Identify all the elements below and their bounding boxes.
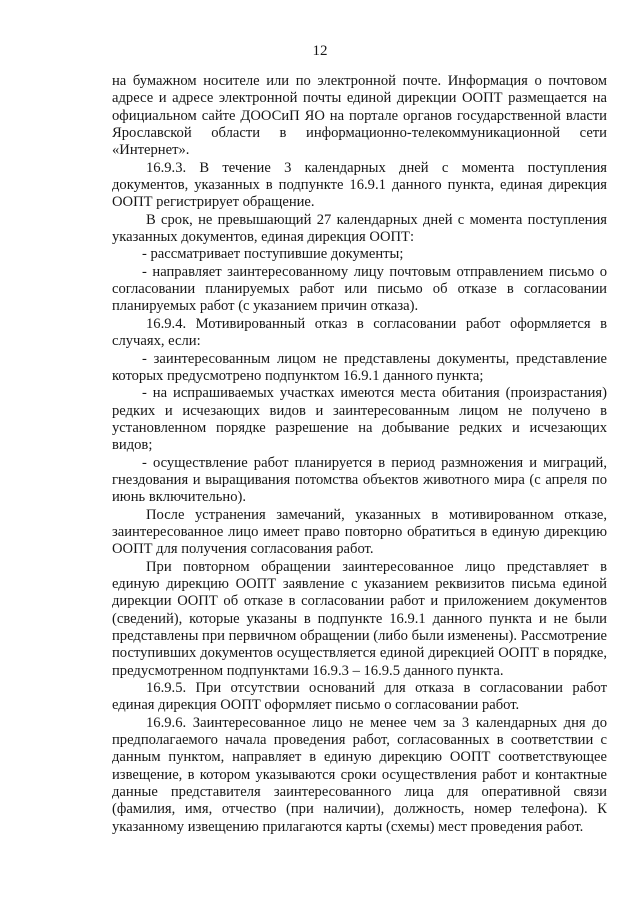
paragraph-16-9-5: 16.9.5. При отсутствии оснований для отказа в согласовании работ единая дирекция ООПТ оформляет письмо о согласовании работ.: [112, 680, 607, 714]
page-number: 12: [312, 43, 328, 59]
list-item-no-documents: - заинтересованным лицом не представлены документы, представление которых предусмотрено подпунктом 16.9.1 данного пункта;: [112, 350, 607, 384]
paragraph-16-9-4: 16.9.4. Мотивированный отказ в согласовании работ оформляется в случаях, если:: [112, 315, 607, 350]
paragraph-after-correction: После устранения замечаний, указанных в мотивированном отказе, заинтересованное лицо имеет право повторно обратиться в единую дирекцию ООПТ для получения согласования работ.: [112, 506, 607, 558]
paragraph-repeat-request: При повторном обращении заинтересованное лицо представляет в единую дирекцию ООПТ заявление с указанием реквизитов письма единой дирекции ООПТ об отказе в согласовании работ и приложением документов (сведений), которые указаны в подпункте 16.9.1 данного пункта и не были представлены при первичном обращении (либо были изменены). Рассмотрение поступивших документов осуществляется единой дирекцией ООПТ в порядке, предусмотренном подпунктами 16.9.3 – 16.9.5 данного пункта.: [112, 558, 607, 679]
paragraph-16-9-6: 16.9.6. Заинтересованное лицо не менее чем за 3 календарных дня до предполагаемого начала проведения работ, согласованных в соответствии с данным пунктом, направляет в единую дирекцию ООПТ соответствующее извещение, в котором указываются сроки осуществления работ и контактные данные представителя заинтересованного лица для оперативной связи (фамилия, имя, отчество (при наличии), должность, номер телефона). К указанному извещению прилагаются карты (схемы) мест проведения работ.: [112, 714, 607, 835]
paragraph-16-9-3: 16.9.3. В течение 3 календарных дней с момента поступления документов, указанных в подпункте 16.9.1 данного пункта, единая дирекция ООПТ регистрирует обращение.: [112, 159, 607, 211]
document-body: [112, 73, 607, 836]
list-item-breeding-period: - осуществление работ планируется в период размножения и миграций, гнездования и выращивания потомства объектов животного мира (с апреля по июнь включительно).: [112, 454, 607, 506]
paragraph-continuation: на бумажном носителе или по электронной почте. Информация о почтовом адресе и адресе электронной почты единой дирекции ООПТ размещается на официальном сайте ДООСиП ЯО на портале органов государственной власти Ярославской области в информационно-телекоммуникационной сети «Интернет».: [112, 73, 607, 159]
list-item-rare-species: - на испрашиваемых участках имеются места обитания (произрастания) редких и исчезающих видов и заинтересованным лицом не получено в установленном порядке разрешение на добывание редких и исчезающих видов;: [112, 385, 607, 454]
list-item-send-letter: - направляет заинтересованному лицу почтовым отправлением письмо о согласовании планируемых работ или письмо об отказе в согласовании планируемых работ (с указанием причин отказа).: [112, 263, 607, 315]
list-item-review: - рассматривает поступившие документы;: [142, 246, 404, 263]
paragraph-deadline: В срок, не превышающий 27 календарных дней с момента поступления указанных документов, единая дирекция ООПТ:: [112, 211, 607, 246]
